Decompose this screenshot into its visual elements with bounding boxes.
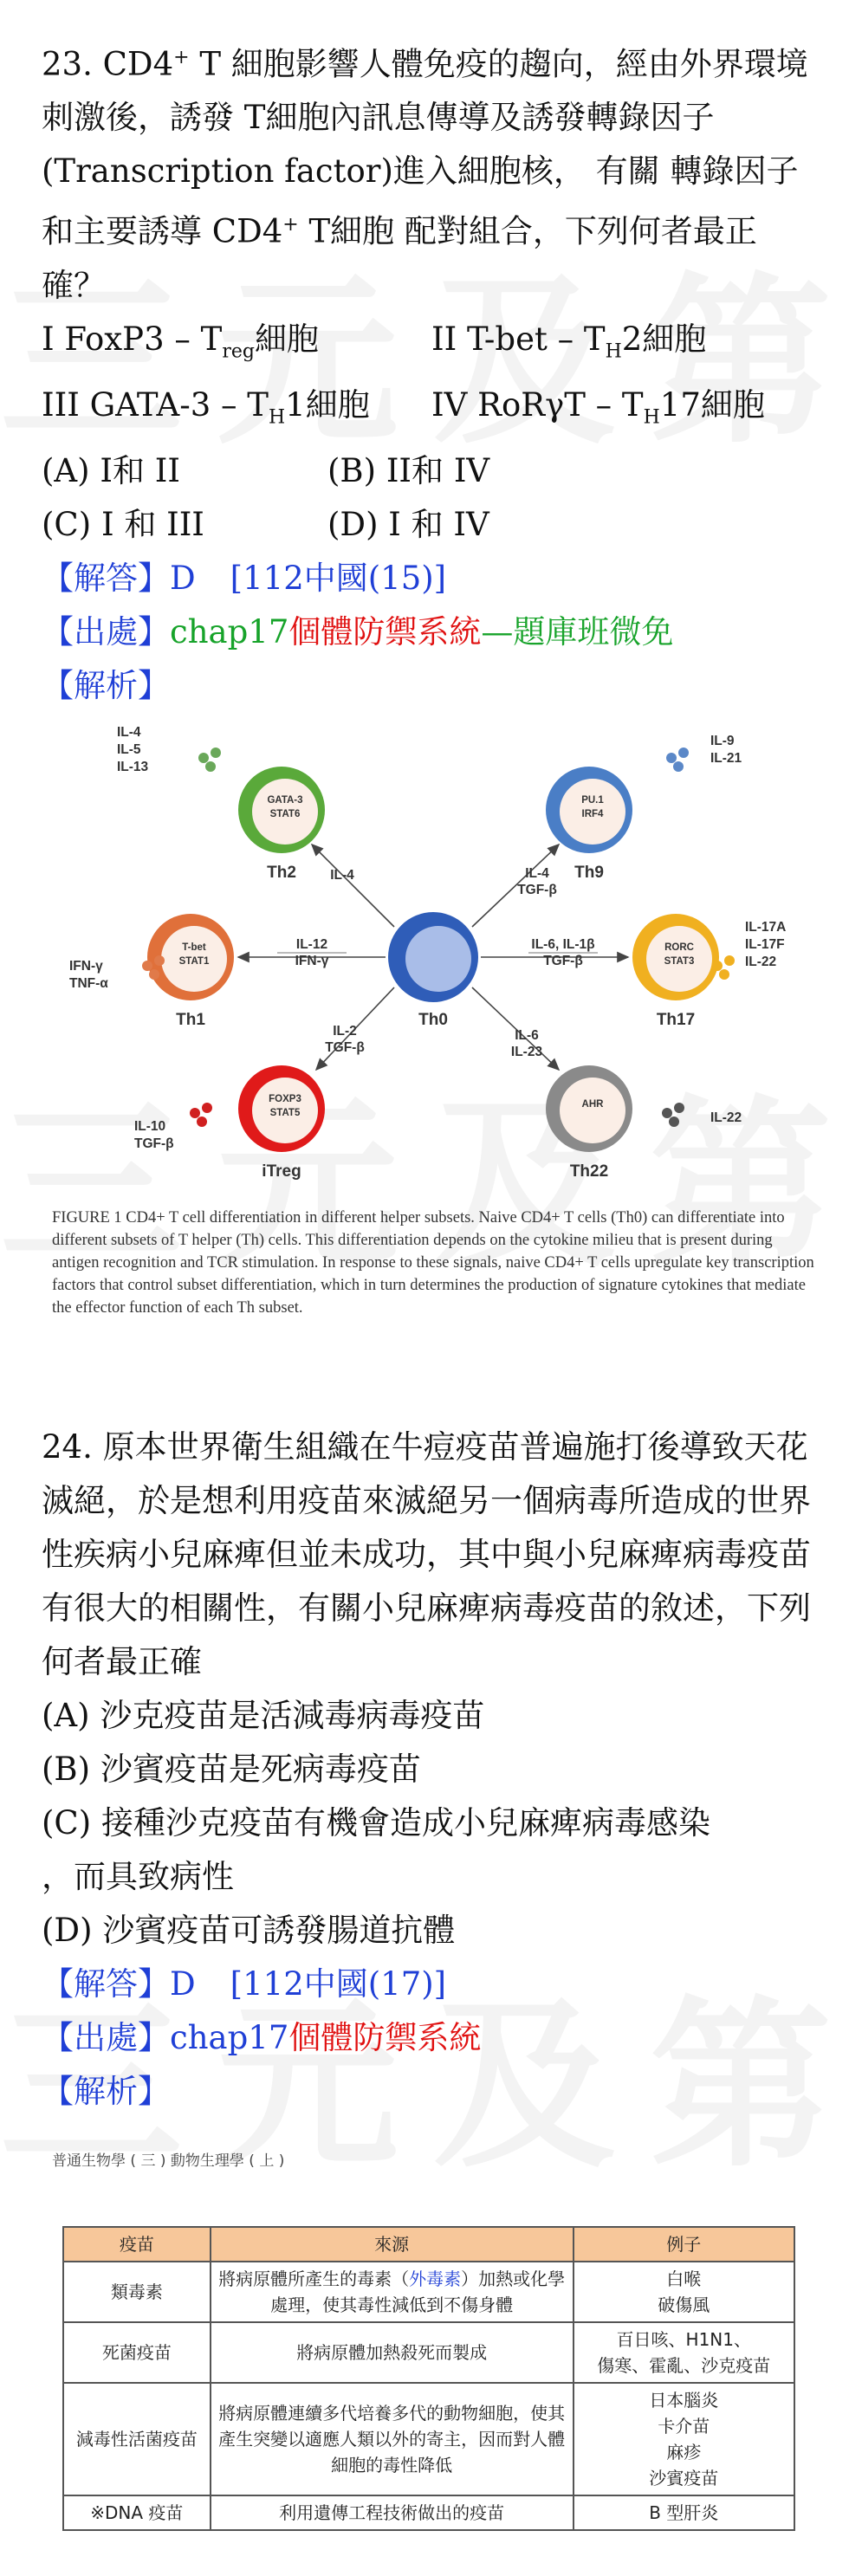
figure-diagram <box>52 706 814 1200</box>
cytokine-dot <box>190 1108 200 1118</box>
option-row <box>42 498 813 552</box>
transcription-factor: PU.1 <box>581 795 604 806</box>
transcription-factor: STAT5 <box>269 1108 301 1118</box>
vaccine-type: 死菌疫苗 <box>63 2322 211 2383</box>
cytokine-label: IL-5 <box>117 742 141 757</box>
vaccine-type: ※DNA 疫苗 <box>63 2495 211 2530</box>
th0-label: Th0 <box>418 1011 448 1029</box>
cytokine-label: IL-10 <box>134 1119 166 1134</box>
header-cell: 例子 <box>574 2227 794 2262</box>
vaccine-type: 減毒性活菌疫苗 <box>63 2383 211 2495</box>
differentiation-arrow <box>312 845 394 927</box>
subset-label: Th22 <box>569 1162 609 1181</box>
header-cell: 來源 <box>211 2227 574 2262</box>
transcription-factor: AHR <box>581 1099 604 1110</box>
vaccine-examples: 日本腦炎 卡介苗 麻疹 沙賓疫苗 <box>574 2383 794 2495</box>
inducer-label: IL-6, IL-1β <box>531 937 595 952</box>
cytokine-dot <box>142 961 152 971</box>
pair-item: IV RoRγT – $T_H17$細胞 <box>431 386 765 429</box>
vaccine-source: 將病原體所產生的毒素（外毒素）加熱或化學處理，使其毒性減低到不傷身體 <box>211 2262 574 2322</box>
vaccine-examples: B 型肝炎 <box>574 2495 794 2530</box>
vaccine-table <box>62 2226 795 2531</box>
inducer-label: IFN-γ <box>295 954 329 968</box>
cytokine-label: IL-22 <box>745 955 777 969</box>
cytokine-dot <box>662 1108 672 1118</box>
transcription-factor: STAT3 <box>664 956 695 967</box>
option-d: (D) I 和 IV <box>327 506 489 544</box>
option-d: (D) 沙賓疫苗可誘發腸道抗體 <box>42 1912 456 1949</box>
cytokine-dot <box>674 1103 684 1113</box>
explain-label: 【解析】 <box>42 667 170 705</box>
option-b: (B) II和 IV <box>327 452 490 490</box>
option-b: (B) 沙賓疫苗是死病毒疫苗 <box>42 1751 421 1788</box>
pair-item: III GATA-3 – $T_H1$細胞 <box>42 386 370 429</box>
subset-label: Th17 <box>656 1011 696 1029</box>
option-a: (A) I和 II <box>42 452 180 490</box>
answer-source: [112中國(15)] <box>230 560 447 598</box>
cytokine-label: IL-17A <box>745 920 787 935</box>
nucleus-th22 <box>560 1078 625 1143</box>
question-number: 24. <box>42 1428 93 1466</box>
option-c: (C) 接種沙克疫苗有機會造成小兒麻痺病毒感染 <box>42 1804 710 1841</box>
cytokine-dot <box>724 955 735 966</box>
option-a: (A) 沙克疫苗是活減毒病毒疫苗 <box>42 1697 485 1734</box>
vaccine-examples: 白喉 破傷風 <box>574 2262 794 2322</box>
vaccine-source: 利用遺傳工程技術做出的疫苗 <box>211 2495 574 2530</box>
vaccine-source: 將病原體連續多代培養多代的動物細胞，使其產生突變以適應人類以外的寄主，因而對人體細胞的毒性降低 <box>211 2383 574 2495</box>
pair-row <box>42 313 813 379</box>
cytokine-label: IFN-γ <box>69 959 103 974</box>
cytokine-label: IL-17F <box>745 937 785 952</box>
cytokine-label: TNF-α <box>69 976 108 991</box>
origin-line: 【出處】chap17個體防禦系統—題庫班微免 <box>42 613 674 651</box>
option-c: (C) I 和 III <box>42 506 204 544</box>
inducer-label: TGF-β <box>325 1040 365 1055</box>
inducer-label: IL-2 <box>333 1024 357 1039</box>
cytokine-label: IL-21 <box>710 751 742 766</box>
vaccine-source: 將病原體加熱殺死而製成 <box>211 2322 574 2383</box>
table-row <box>63 2262 794 2322</box>
answer-line: 【解答】D [112中國(17)] <box>42 1965 447 2003</box>
explain-label: 【解析】 <box>42 2073 170 2110</box>
transcription-factor: IRF4 <box>581 809 604 819</box>
question-23 <box>42 31 813 713</box>
table-header-row <box>63 2227 794 2262</box>
transcription-factor: STAT1 <box>178 956 210 967</box>
inducer-label: IL-12 <box>295 937 328 952</box>
vaccine-type: 類毒素 <box>63 2262 211 2322</box>
pair-item: I FoxP3 – $T_{reg}$細胞 <box>42 320 319 363</box>
book-header: 普通生物學 ( 三 ) 動物生理學 ( 上 ) <box>52 2152 285 2170</box>
option-c-continued: ，而具致病性 <box>42 1858 234 1895</box>
cytokine-label: TGF-β <box>134 1136 174 1151</box>
inducer-label: TGF-β <box>543 954 583 968</box>
subset-label: Th1 <box>176 1011 205 1029</box>
transcription-factor: RORC <box>664 942 694 953</box>
inducer-label: IL-4 <box>525 866 549 881</box>
cytokine-dot <box>211 748 221 758</box>
cytokine-dot <box>678 748 689 758</box>
question-24 <box>42 1421 813 2119</box>
table-row <box>63 2495 794 2530</box>
subset-label: Th2 <box>267 864 296 882</box>
question-number: 23. <box>42 45 93 83</box>
cytokine-dot <box>202 1103 212 1113</box>
cytokine-label: IL-13 <box>117 760 149 774</box>
cytokine-dot <box>712 961 723 971</box>
th0-nucleus <box>405 926 471 992</box>
question-23-stem: 23. CD4+ T 細胞影響人體免疫的趨向，經由外界環境刺激後，誘發 T細胞內訊息傳導及誘發轉錄因子 (Transcription factor)進入細胞核， 有關 轉錄因子和主要誘導 CD4+ T細胞 配對組合，下列何者最正確？ <box>42 45 808 304</box>
transcription-factor: STAT6 <box>269 809 301 819</box>
inducer-label: TGF-β <box>517 883 557 897</box>
transcription-factor: GATA-3 <box>267 795 303 806</box>
cytokine-dot <box>197 1116 207 1127</box>
table-row <box>63 2383 794 2495</box>
inducer-label: IL-4 <box>330 868 354 883</box>
cytokine-label: IL-4 <box>117 725 141 740</box>
cytokine-dot <box>719 969 729 980</box>
answer-value: D <box>170 560 196 598</box>
cytokine-dot <box>149 969 159 980</box>
header-cell: 疫苗 <box>63 2227 211 2262</box>
transcription-factor: T-bet <box>182 942 206 953</box>
answer-line: 【解答】D [112中國(15)] <box>42 560 447 598</box>
table-row <box>63 2322 794 2383</box>
cytokine-dot <box>666 753 677 763</box>
transcription-factor: FOXP3 <box>269 1094 301 1104</box>
vaccine-examples: 百日咳、H1N1、 傷寒、霍亂、沙克疫苗 <box>574 2322 794 2383</box>
pair-row <box>42 379 813 444</box>
option-row <box>42 444 813 498</box>
cytokine-dot <box>198 753 209 763</box>
cytokine-dot <box>154 955 165 966</box>
subset-label: Th9 <box>574 864 604 882</box>
inducer-label: IL-6 <box>515 1028 539 1043</box>
figure-caption: FIGURE 1 CD4+ T cell differentiation in different helper subsets. Naive CD4+ T cells (Th0) can differentiate into different subsets of T helper (Th) cells. This differentiation depends on the cytokine milieu that is present during antigen recognition and TCR stimulation. In response to these signals, naive CD4+ T cells upregulate key transcription factors that control subset differentiation, which in turn determines the production of signature cytokines that mediate the effector function of each Th subset. <box>52 1209 814 1317</box>
subset-label: iTreg <box>262 1162 301 1181</box>
answer-value: D <box>170 1965 196 2003</box>
th-differentiation-figure <box>52 706 814 1347</box>
answer-source: [112中國(17)] <box>230 1965 447 2003</box>
cytokine-dot <box>669 1116 679 1127</box>
pair-item: II $T-bet - T_H2$細胞 <box>431 320 707 363</box>
origin-line: 【出處】chap17個體防禦系統 <box>42 2019 482 2056</box>
question-24-stem: 24. 原本世界衛生組織在牛痘疫苗普遍施打後導致天花滅絕，於是想利用疫苗來滅絕另一個病毒所造成的世界性疾病小兒麻痺但並未成功，其中與小兒麻痺病毒疫苗有很大的相關性，有關小兒麻痺病毒疫苗的敘述，下列何者最正確 <box>42 1428 811 1680</box>
inducer-label: IL-23 <box>510 1045 543 1059</box>
cytokine-dot <box>205 761 216 772</box>
cytokine-label: IL-9 <box>710 734 735 748</box>
cytokine-dot <box>673 761 684 772</box>
cytokine-label: IL-22 <box>710 1110 742 1125</box>
